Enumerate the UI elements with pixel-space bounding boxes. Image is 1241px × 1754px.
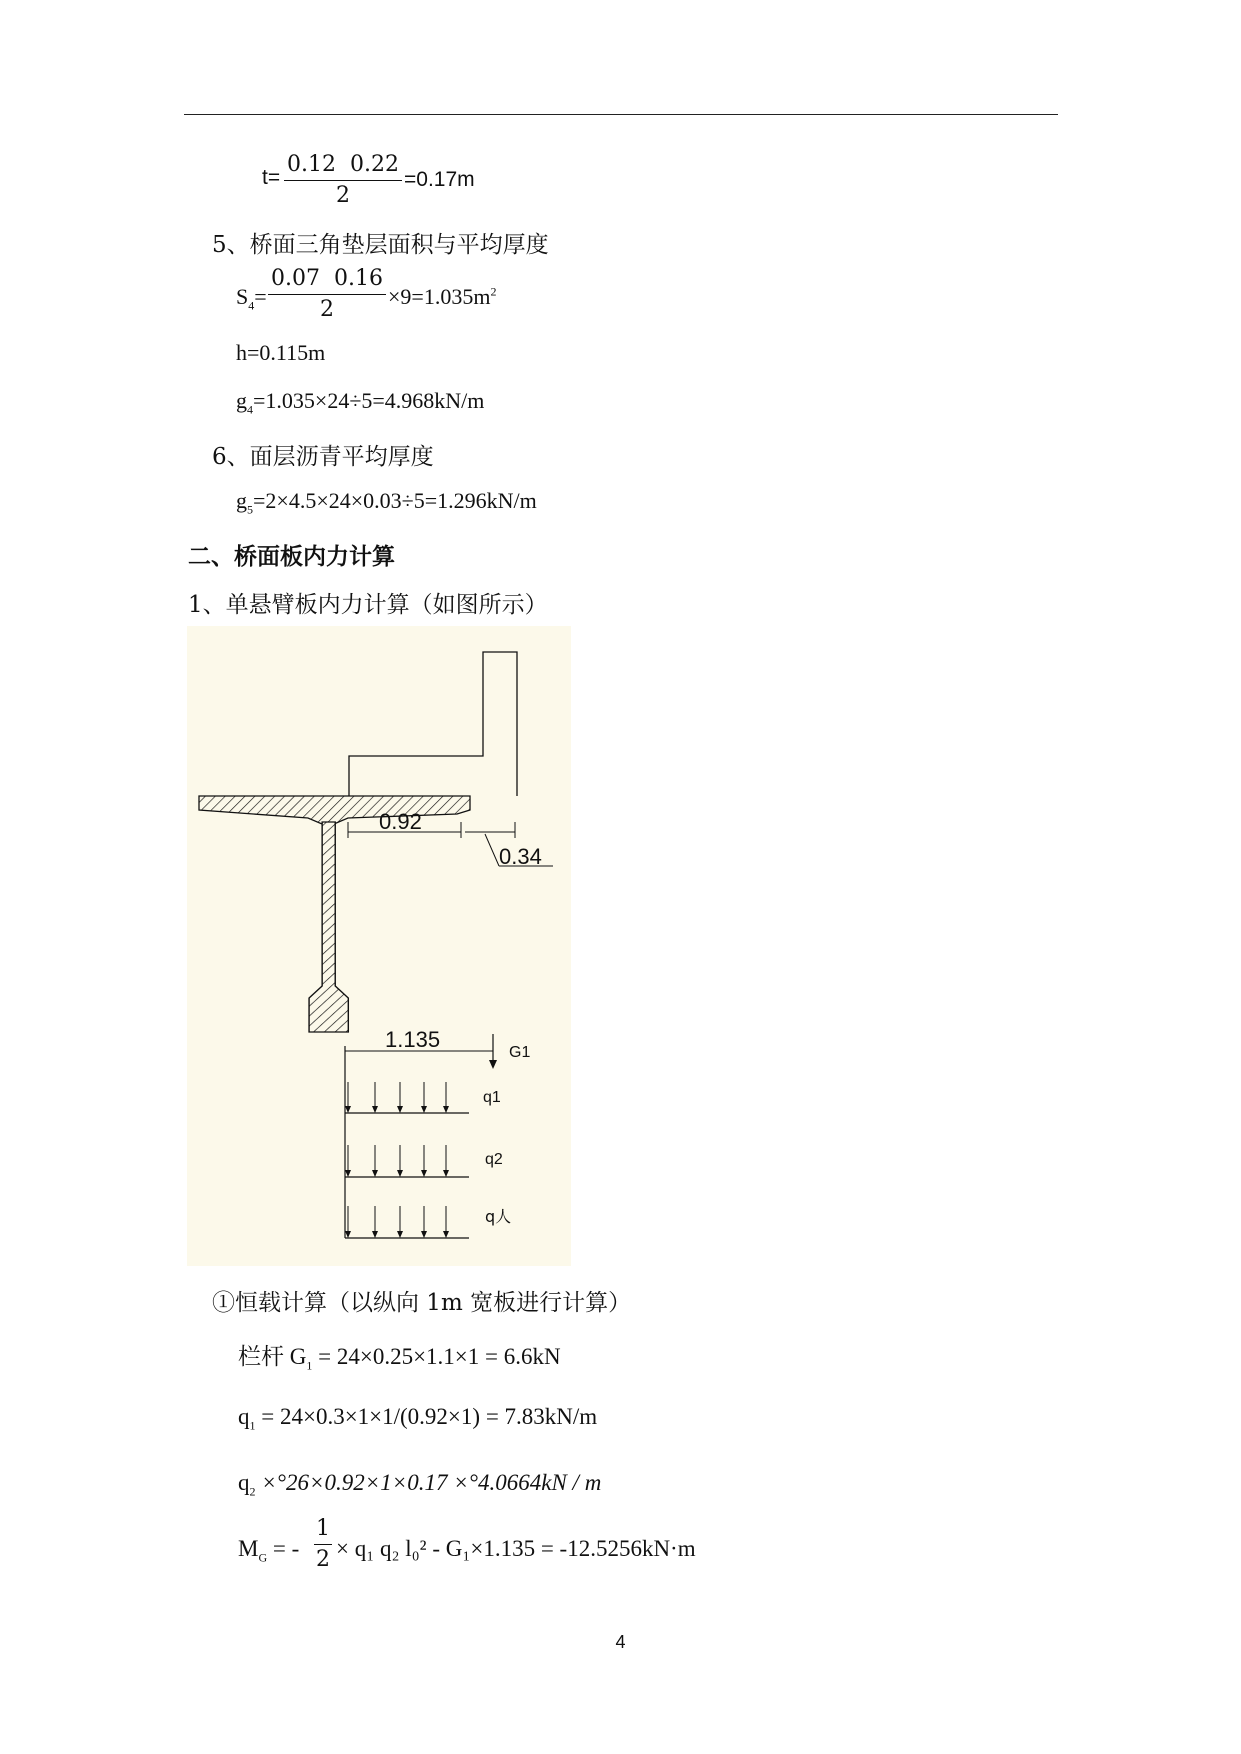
dim-1135-label: 1.135 <box>385 1027 441 1052</box>
deck-slab <box>199 796 470 824</box>
dead-load-heading: ①恒载计算（以纵向 1m 宽板进行计算） <box>212 1290 632 1316</box>
equation-mg-rest: × q₁ q₂ l₀² - G₁×1.135 = -12.5256kN·m <box>336 1536 696 1561</box>
equation-mg-label: $M_G$ = - <box>238 1536 300 1565</box>
g4-equation: $g_4=1.035\times 24\div 5=4.968kN/m$ <box>236 388 485 417</box>
section-2-heading: 二、桥面板内力计算 <box>188 544 395 570</box>
h-value: h=0.115m <box>236 340 326 365</box>
railing-outline <box>349 652 517 796</box>
equation-g1: 栏杆 $G_1 = 24\times 0.25\times 1.1\times 1 = 6.6kN$ <box>238 1344 561 1373</box>
formula-s4-label: $S_4=$ <box>236 284 267 313</box>
q-ren-label: q人 <box>485 1207 512 1226</box>
cantilever-diagram <box>187 626 571 1266</box>
formula-t-denominator: 2 <box>336 183 350 208</box>
item-6-heading: 6、面层沥青平均厚度 <box>212 444 434 470</box>
equation-q2: $q_2 \times^\circ 26\times 0.92\times 1\times 0.17 \times^\circ 4.0664kN / m$ <box>238 1470 602 1499</box>
q1-load <box>345 1082 469 1113</box>
formula-t-suffix: =0.17m <box>404 168 475 191</box>
equation-q1: $q_1 = 24\times 0.3\times 1\times 1/(0.92\times 1) = 7.83kN/m$ <box>238 1404 598 1433</box>
q2-load <box>345 1145 469 1177</box>
cantilever-diagram-svg <box>187 626 571 1266</box>
page-number: 4 <box>615 1632 626 1652</box>
q1-label: q1 <box>483 1089 501 1106</box>
formula-s4-fraction <box>268 266 386 323</box>
item-5-heading: 5、桥面三角垫层面积与平均厚度 <box>212 232 549 258</box>
g5-equation: $g_5=2\times 4.5\times 24\times 0.03\div 5=1.296kN/m$ <box>236 488 537 517</box>
girder-web <box>309 822 348 1032</box>
equation-mg-fraction: 1 2 <box>316 1516 330 1572</box>
formula-t-prefix: t= <box>262 166 281 189</box>
formula-s4-numerator: 0.07 0.16 <box>271 266 383 291</box>
formula-s4-suffix: $\times 9=1.035m^2$ <box>388 284 497 309</box>
formula-t-numerator: 0.12 0.22 <box>287 152 399 177</box>
dim-034-label: 0.34 <box>499 844 542 869</box>
formula-t-fraction <box>284 152 402 209</box>
q-ren-load <box>345 1206 469 1238</box>
formula-s4-denominator: 2 <box>320 297 334 322</box>
subsection-1-heading: 1、单悬臂板内力计算（如图所示） <box>188 592 548 618</box>
dim-092-label: 0.92 <box>379 809 422 834</box>
formula-t <box>262 166 280 190</box>
g1-label: G1 <box>509 1044 531 1061</box>
header-rule <box>184 114 1058 115</box>
q2-label: q2 <box>485 1151 503 1168</box>
